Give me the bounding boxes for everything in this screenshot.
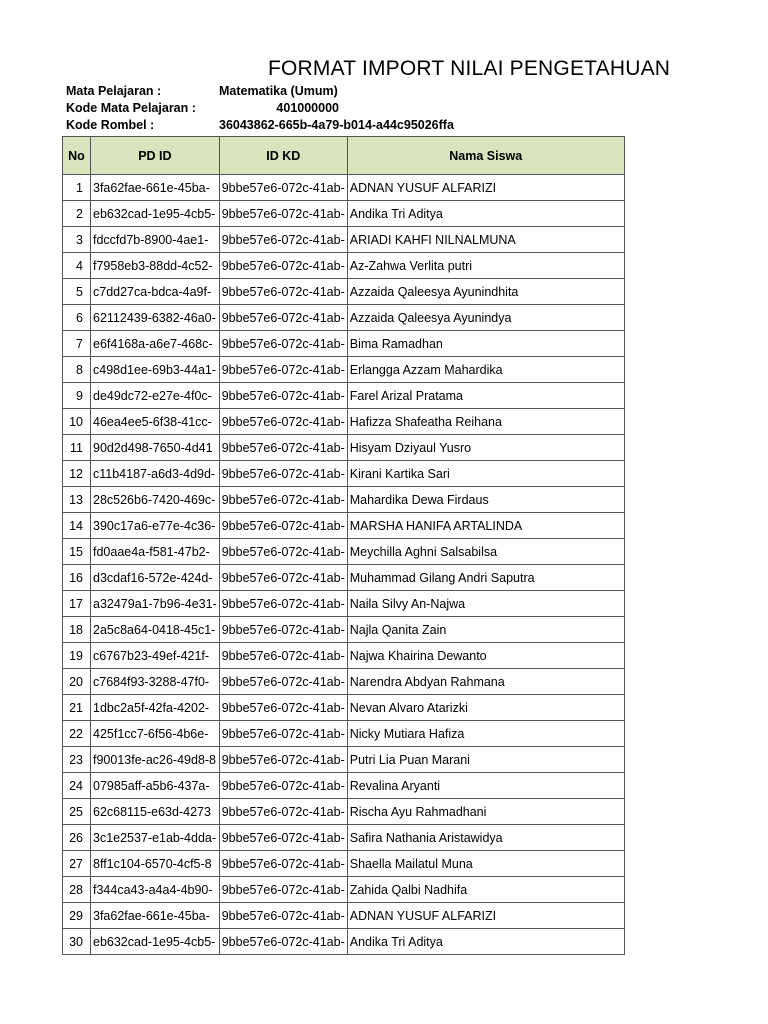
table-row — [63, 565, 625, 591]
cell-nama-siswa[interactable]: Farel Arizal Pratama — [347, 383, 624, 409]
table-row — [63, 851, 625, 877]
cell-pd-id[interactable]: e6f4168a-a6e7-468c- — [91, 331, 220, 357]
col-header-pd-id[interactable]: PD ID — [91, 137, 220, 175]
cell-pd-id[interactable]: 90d2d498-7650-4d41 — [91, 435, 220, 461]
cell-no[interactable]: 7 — [63, 331, 91, 357]
grade-table — [62, 136, 625, 955]
cell-no[interactable]: 15 — [63, 539, 91, 565]
cell-no[interactable]: 24 — [63, 773, 91, 799]
cell-id-kd[interactable]: 9bbe57e6-072c-41ab- — [219, 305, 347, 331]
cell-no[interactable]: 26 — [63, 825, 91, 851]
cell-nama-siswa[interactable]: Erlangga Azzam Mahardika — [347, 357, 624, 383]
kode-rombel-value: 36043862-665b-4a79-b014-a44c95026ffa — [219, 118, 454, 132]
cell-pd-id[interactable]: 3fa62fae-661e-45ba- — [91, 903, 220, 929]
cell-id-kd[interactable]: 9bbe57e6-072c-41ab- — [219, 227, 347, 253]
cell-nama-siswa[interactable]: Hafizza Shafeatha Reihana — [347, 409, 624, 435]
cell-id-kd[interactable]: 9bbe57e6-072c-41ab- — [219, 721, 347, 747]
cell-pd-id[interactable]: c11b4187-a6d3-4d9d- — [91, 461, 220, 487]
table-row — [63, 175, 625, 201]
cell-id-kd[interactable]: 9bbe57e6-072c-41ab- — [219, 643, 347, 669]
table-row — [63, 357, 625, 383]
table-row — [63, 383, 625, 409]
cell-nama-siswa[interactable]: Revalina Aryanti — [347, 773, 624, 799]
cell-pd-id[interactable]: f7958eb3-88dd-4c52- — [91, 253, 220, 279]
table-row — [63, 253, 625, 279]
cell-id-kd[interactable]: 9bbe57e6-072c-41ab- — [219, 513, 347, 539]
cell-pd-id[interactable]: d3cdaf16-572e-424d- — [91, 565, 220, 591]
cell-id-kd[interactable]: 9bbe57e6-072c-41ab- — [219, 539, 347, 565]
cell-pd-id[interactable]: 46ea4ee5-6f38-41cc- — [91, 409, 220, 435]
cell-nama-siswa[interactable]: Naila Silvy An-Najwa — [347, 591, 624, 617]
cell-id-kd[interactable]: 9bbe57e6-072c-41ab- — [219, 253, 347, 279]
cell-pd-id[interactable]: 425f1cc7-6f56-4b6e- — [91, 721, 220, 747]
cell-nama-siswa[interactable]: ADNAN YUSUF ALFARIZI — [347, 175, 624, 201]
cell-id-kd[interactable]: 9bbe57e6-072c-41ab- — [219, 357, 347, 383]
cell-no[interactable]: 21 — [63, 695, 91, 721]
cell-no[interactable]: 28 — [63, 877, 91, 903]
table-row — [63, 461, 625, 487]
cell-nama-siswa[interactable]: Putri Lia Puan Marani — [347, 747, 624, 773]
cell-nama-siswa[interactable]: Bima Ramadhan — [347, 331, 624, 357]
cell-no[interactable]: 13 — [63, 487, 91, 513]
cell-no[interactable]: 25 — [63, 799, 91, 825]
cell-id-kd[interactable]: 9bbe57e6-072c-41ab- — [219, 877, 347, 903]
cell-no[interactable]: 18 — [63, 617, 91, 643]
cell-no[interactable]: 27 — [63, 851, 91, 877]
cell-nama-siswa[interactable]: Zahida Qalbi Nadhifa — [347, 877, 624, 903]
cell-no[interactable]: 23 — [63, 747, 91, 773]
cell-pd-id[interactable]: c7684f93-3288-47f0- — [91, 669, 220, 695]
cell-pd-id[interactable]: c7dd27ca-bdca-4a9f- — [91, 279, 220, 305]
cell-id-kd[interactable]: 9bbe57e6-072c-41ab- — [219, 487, 347, 513]
cell-nama-siswa[interactable]: Andika Tri Aditya — [347, 929, 624, 955]
cell-pd-id[interactable]: a32479a1-7b96-4e31- — [91, 591, 220, 617]
cell-no[interactable]: 6 — [63, 305, 91, 331]
sheet-title-clip — [262, 54, 671, 80]
cell-pd-id[interactable]: fdccfd7b-8900-4ae1- — [91, 227, 220, 253]
cell-pd-id[interactable]: 62c68115-e63d-4273 — [91, 799, 220, 825]
cell-no[interactable]: 12 — [63, 461, 91, 487]
cell-nama-siswa[interactable]: Muhammad Gilang Andri Saputra — [347, 565, 624, 591]
cell-pd-id[interactable]: 1dbc2a5f-42fa-4202- — [91, 695, 220, 721]
cell-no[interactable]: 3 — [63, 227, 91, 253]
cell-nama-siswa[interactable]: Shaella Mailatul Muna — [347, 851, 624, 877]
cell-no[interactable]: 2 — [63, 201, 91, 227]
cell-no[interactable]: 11 — [63, 435, 91, 461]
cell-id-kd[interactable]: 9bbe57e6-072c-41ab- — [219, 461, 347, 487]
cell-no[interactable]: 1 — [63, 175, 91, 201]
cell-nama-siswa[interactable]: Rischa Ayu Rahmadhani — [347, 799, 624, 825]
table-row — [63, 305, 625, 331]
cell-nama-siswa[interactable]: MARSHA HANIFA ARTALINDA — [347, 513, 624, 539]
table-row — [63, 877, 625, 903]
table-row — [63, 799, 625, 825]
cell-no[interactable]: 30 — [63, 929, 91, 955]
cell-nama-siswa[interactable]: Kirani Kartika Sari — [347, 461, 624, 487]
table-row — [63, 773, 625, 799]
cell-id-kd[interactable]: 9bbe57e6-072c-41ab- — [219, 799, 347, 825]
cell-id-kd[interactable]: 9bbe57e6-072c-41ab- — [219, 773, 347, 799]
cell-id-kd[interactable]: 9bbe57e6-072c-41ab- — [219, 851, 347, 877]
cell-id-kd[interactable]: 9bbe57e6-072c-41ab- — [219, 591, 347, 617]
table-row — [63, 227, 625, 253]
table-row — [63, 669, 625, 695]
table-row — [63, 279, 625, 305]
cell-nama-siswa[interactable]: Meychilla Aghni Salsabilsa — [347, 539, 624, 565]
cell-nama-siswa[interactable]: Narendra Abdyan Rahmana — [347, 669, 624, 695]
cell-nama-siswa[interactable]: Najla Qanita Zain — [347, 617, 624, 643]
cell-id-kd[interactable]: 9bbe57e6-072c-41ab- — [219, 435, 347, 461]
table-row — [63, 435, 625, 461]
cell-nama-siswa[interactable]: Najwa Khairina Dewanto — [347, 643, 624, 669]
cell-nama-siswa[interactable]: Hisyam Dziyaul Yusro — [347, 435, 624, 461]
table-header-row — [63, 137, 625, 175]
cell-pd-id[interactable]: 3fa62fae-661e-45ba- — [91, 175, 220, 201]
cell-id-kd[interactable]: 9bbe57e6-072c-41ab- — [219, 825, 347, 851]
cell-id-kd[interactable]: 9bbe57e6-072c-41ab- — [219, 279, 347, 305]
table-row — [63, 903, 625, 929]
cell-nama-siswa[interactable]: Az-Zahwa Verlita putri — [347, 253, 624, 279]
cell-no[interactable]: 14 — [63, 513, 91, 539]
cell-pd-id[interactable]: 3c1e2537-e1ab-4dda- — [91, 825, 220, 851]
col-header-nama-siswa[interactable]: Nama Siswa — [347, 137, 624, 175]
cell-pd-id[interactable]: 390c17a6-e77e-4c36- — [91, 513, 220, 539]
cell-id-kd[interactable]: 9bbe57e6-072c-41ab- — [219, 383, 347, 409]
table-row — [63, 591, 625, 617]
cell-no[interactable]: 17 — [63, 591, 91, 617]
table-row — [63, 617, 625, 643]
cell-pd-id[interactable]: de49dc72-e27e-4f0c- — [91, 383, 220, 409]
cell-pd-id[interactable]: fd0aae4a-f581-47b2- — [91, 539, 220, 565]
kode-mapel-value: 401000000 — [276, 101, 339, 115]
table-row — [63, 695, 625, 721]
cell-id-kd[interactable]: 9bbe57e6-072c-41ab- — [219, 565, 347, 591]
col-header-no[interactable]: No — [63, 137, 91, 175]
cell-pd-id[interactable]: f344ca43-a4a4-4b90- — [91, 877, 220, 903]
cell-id-kd[interactable]: 9bbe57e6-072c-41ab- — [219, 201, 347, 227]
cell-pd-id[interactable]: 8ff1c104-6570-4cf5-8 — [91, 851, 220, 877]
cell-no[interactable]: 8 — [63, 357, 91, 383]
cell-nama-siswa[interactable]: Nicky Mutiara Hafiza — [347, 721, 624, 747]
kode-rombel-label: Kode Rombel : — [66, 118, 155, 132]
cell-nama-siswa[interactable]: Safira Nathania Aristawidya — [347, 825, 624, 851]
cell-pd-id[interactable]: 62112439-6382-46a0- — [91, 305, 220, 331]
cell-no[interactable]: 5 — [63, 279, 91, 305]
cell-id-kd[interactable]: 9bbe57e6-072c-41ab- — [219, 617, 347, 643]
table-row — [63, 201, 625, 227]
cell-nama-siswa[interactable]: Andika Tri Aditya — [347, 201, 624, 227]
table-row — [63, 539, 625, 565]
table-row — [63, 513, 625, 539]
cell-no[interactable]: 16 — [63, 565, 91, 591]
cell-pd-id[interactable]: eb632cad-1e95-4cb5- — [91, 929, 220, 955]
cell-id-kd[interactable]: 9bbe57e6-072c-41ab- — [219, 695, 347, 721]
cell-no[interactable]: 22 — [63, 721, 91, 747]
cell-id-kd[interactable]: 9bbe57e6-072c-41ab- — [219, 409, 347, 435]
table-row — [63, 929, 625, 955]
table-row — [63, 825, 625, 851]
cell-id-kd[interactable]: 9bbe57e6-072c-41ab- — [219, 175, 347, 201]
table-row — [63, 747, 625, 773]
cell-id-kd[interactable]: 9bbe57e6-072c-41ab- — [219, 669, 347, 695]
cell-nama-siswa[interactable]: Azzaida Qaleesya Ayunindya — [347, 305, 624, 331]
cell-pd-id[interactable]: f90013fe-ac26-49d8-8 — [91, 747, 220, 773]
cell-nama-siswa[interactable]: ARIADI KAHFI NILNALMUNA — [347, 227, 624, 253]
cell-id-kd[interactable]: 9bbe57e6-072c-41ab- — [219, 331, 347, 357]
cell-nama-siswa[interactable]: Nevan Alvaro Atarizki — [347, 695, 624, 721]
cell-nama-siswa[interactable]: Azzaida Qaleesya Ayunindhita — [347, 279, 624, 305]
cell-no[interactable]: 9 — [63, 383, 91, 409]
cell-pd-id[interactable]: 2a5c8a64-0418-45c1- — [91, 617, 220, 643]
cell-pd-id[interactable]: 07985aff-a5b6-437a- — [91, 773, 220, 799]
cell-no[interactable]: 20 — [63, 669, 91, 695]
cell-pd-id[interactable]: 28c526b6-7420-469c- — [91, 487, 220, 513]
cell-no[interactable]: 10 — [63, 409, 91, 435]
cell-pd-id[interactable]: c498d1ee-69b3-44a1- — [91, 357, 220, 383]
sheet-title: FORMAT IMPORT NILAI PENGETAHUAN — [268, 57, 671, 80]
cell-nama-siswa[interactable]: Mahardika Dewa Firdaus — [347, 487, 624, 513]
table-row — [63, 331, 625, 357]
cell-pd-id[interactable]: c6767b23-49ef-421f- — [91, 643, 220, 669]
cell-nama-siswa[interactable]: ADNAN YUSUF ALFARIZI — [347, 903, 624, 929]
cell-id-kd[interactable]: 9bbe57e6-072c-41ab- — [219, 747, 347, 773]
cell-id-kd[interactable]: 9bbe57e6-072c-41ab- — [219, 929, 347, 955]
cell-id-kd[interactable]: 9bbe57e6-072c-41ab- — [219, 903, 347, 929]
cell-no[interactable]: 29 — [63, 903, 91, 929]
cell-no[interactable]: 19 — [63, 643, 91, 669]
table-row — [63, 487, 625, 513]
mata-pelajaran-value: Matematika (Umum) — [219, 84, 338, 98]
mata-pelajaran-label: Mata Pelajaran : — [66, 84, 162, 98]
col-header-id-kd[interactable]: ID KD — [219, 137, 347, 175]
cell-pd-id[interactable]: eb632cad-1e95-4cb5- — [91, 201, 220, 227]
cell-no[interactable]: 4 — [63, 253, 91, 279]
table-row — [63, 409, 625, 435]
table-row — [63, 643, 625, 669]
table-row — [63, 721, 625, 747]
kode-mapel-label: Kode Mata Pelajaran : — [66, 101, 196, 115]
